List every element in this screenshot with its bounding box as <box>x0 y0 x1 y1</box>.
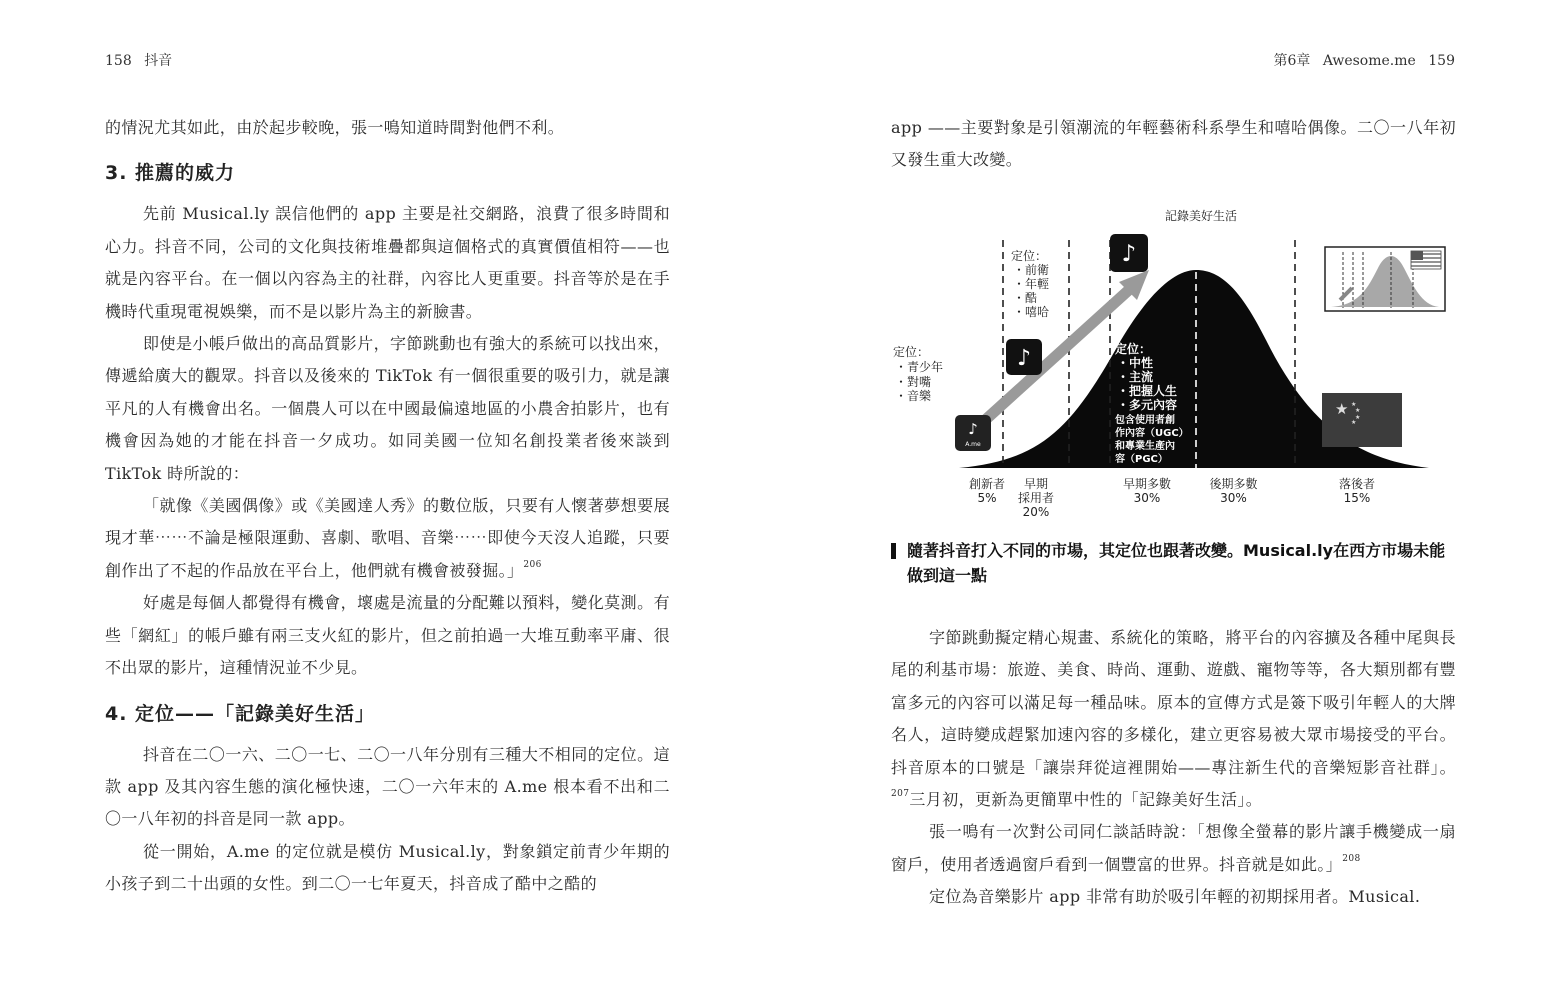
section-heading: 3. 推薦的威力 <box>105 162 236 185</box>
category-label: 早期 <box>1023 477 1049 491</box>
svg-text:★: ★ <box>1355 414 1361 421</box>
stage3-note: 作內容（UGC） <box>1115 428 1189 439</box>
category-value-label: 30% <box>1133 491 1161 505</box>
svg-text:♪: ♪ <box>1121 241 1137 267</box>
category-value-label: 30% <box>1220 491 1247 505</box>
adoption-curve-chart <box>891 200 1456 530</box>
stage3-item: ・主流 <box>1117 370 1154 384</box>
category-value-label: 5% <box>977 491 997 505</box>
paragraph <box>891 622 1456 816</box>
right-page <box>780 0 1560 1000</box>
stage3-title: 定位： <box>1115 342 1152 356</box>
stage1-title: 定位： <box>893 345 930 359</box>
stage1-label <box>893 345 943 403</box>
right-text-column-bottom <box>891 622 1456 914</box>
svg-text:♪: ♪ <box>968 420 978 438</box>
category-label: 落後者 <box>1338 477 1376 491</box>
footnote-ref: 208 <box>1342 853 1361 864</box>
figure-title: 記錄美好生活 <box>1164 209 1238 223</box>
paragraph: 好處是每個人都覺得有機會，壞處是流量的分配難以預料，變化莫測。有些「網紅」的帳戶雖有兩三支火紅的影片，但之前拍過一大堆互動率平庸、很不出眾的影片，這種情況並不少見。 <box>105 593 670 678</box>
figure-caption <box>891 538 1451 588</box>
page-number: 158 <box>105 53 132 69</box>
caption-marker <box>891 543 896 559</box>
svg-text:★: ★ <box>1355 407 1361 414</box>
svg-text:★: ★ <box>1351 401 1357 408</box>
stage1-item: ・音樂 <box>895 389 932 403</box>
section-heading: 4. 定位——「記錄美好生活」 <box>105 702 376 725</box>
paragraph: 先前 Musical.ly 誤信他們的 app 主要是社交網路，浪費了很多時間和心力。抖音不同，公司的文化與技術堆疊都與這個格式的真實價值相符——也就是內容平台。在一個以內容為主的社群，內容比人更重要。抖音等於是在手機時代重現電視娛樂，而不是以影片為主的新臉書。 <box>105 204 670 321</box>
caption-text: 隨著抖音打入不同的市場，其定位也跟著改變。Musical.ly在西方市場未能做到這一點 <box>907 541 1446 585</box>
us-flag-icon <box>1411 251 1441 269</box>
chapter-number: 第6章 <box>1273 53 1311 69</box>
paragraph-text: 字節跳動擬定精心規畫、系統化的策略，將平台的內容擴及各種中尾與長尾的利基市場：旅遊、美食、時尚、運動、遊戲、寵物等等，各大類別都有豐富多元的內容可以滿足每一種品味。原本的宣傳方式是簽下吸引年輕人的大牌名人，這時變成趕緊加速內容的多樣化，建立更容易被大眾市場接受的平台。抖音原本的口號是「讓崇拜從這裡開始——專注新生代的音樂短影音社群」。 <box>891 628 1456 777</box>
stage2-item: ・嘻哈 <box>1013 305 1050 319</box>
paragraph: app ——主要對象是引領潮流的年輕藝術科系學生和嘻哈偶像。二〇一八年初又發生重大改變。 <box>891 118 1456 170</box>
category-label: 創新者 <box>968 477 1006 491</box>
stage3-item: ・中性 <box>1117 356 1154 370</box>
paragraph: 即使是小帳戶做出的高品質影片，字節跳動也有強大的系統可以找出來，傳遞給廣大的觀眾。抖音以及後來的 TikTok 有一個很重要的吸引力，就是讓平凡的人有機會出名。一個農人可以在中國最偏遠地區的小農舍拍影片，也有機會因為她的才能在抖音一夕成功。如同美國一位知名創投業者後來談到 TikTok 時所說的： <box>105 334 670 483</box>
paragraph: 的情況尤其如此，由於起步較晚，張一鳴知道時間對他們不利。 <box>105 118 565 137</box>
adoption-curve-figure <box>891 200 1456 530</box>
category-label: 採用者 <box>1017 491 1055 505</box>
paragraph <box>891 816 1456 881</box>
paragraph-text: 張一鳴有一次對公司同仁談話時說：「想像全螢幕的影片讓手機變成一扇窗戶，使用者透過窗戶看到一個豐富的世界。抖音就是如此。」 <box>891 822 1456 874</box>
category-labels <box>969 476 1375 519</box>
stage1-item: ・青少年 <box>895 360 944 374</box>
quote-text: 「就像《美國偶像》或《美國達人秀》的數位版，只要有人懷著夢想要展現才華⋯⋯不論是極限運動、喜劇、歌唱、音樂⋯⋯即使今天沒人追蹤，只要創作出了不起的作品放在平台上，他們就有機會被發掘。」 <box>105 496 670 580</box>
stage3-note: 容（PGC） <box>1115 454 1168 465</box>
stage3-item: ・把握人生 <box>1117 384 1178 398</box>
category-value-label: 20% <box>1022 505 1050 519</box>
stage1-item: ・對嘴 <box>895 375 932 389</box>
china-flag-icon <box>1322 393 1402 447</box>
chapter-title: Awesome.me <box>1322 53 1416 69</box>
svg-text:★: ★ <box>1335 400 1349 418</box>
category-value-label: 15% <box>1343 491 1371 505</box>
svg-text:★: ★ <box>1351 419 1357 426</box>
footnote-ref: 206 <box>523 559 542 570</box>
stage2-item: ・年輕 <box>1013 277 1050 291</box>
left-page-header <box>105 50 180 70</box>
svg-text:♪: ♪ <box>1016 346 1032 371</box>
stage3-note: 和專業生產內 <box>1115 441 1175 452</box>
page-number: 159 <box>1428 53 1455 69</box>
paragraph: 抖音在二〇一六、二〇一七、二〇一八年分別有三種大不相同的定位。這款 app 及其內容生態的演化極快速，二〇一六年末的 A.me 根本看不出和二〇一八年初的抖音是同一款 app。 <box>105 744 670 829</box>
paragraph: 從一開始，A.me 的定位就是模仿 Musical.ly，對象鎖定前青少年期的小孩子到二十出頭的女性。到二〇一七年夏天，抖音成了酷中之酷的 <box>105 841 670 894</box>
footnote-ref: 207 <box>891 789 910 800</box>
stage2-label <box>1011 249 1049 319</box>
us-market-inset <box>1325 247 1445 311</box>
tiktok-logo-icon <box>1006 339 1042 375</box>
quote-paragraph <box>105 490 670 587</box>
right-text-column-top <box>891 112 1456 177</box>
tiktok-logo-icon <box>1110 234 1148 272</box>
ame-logo-text: A.me <box>965 441 981 448</box>
paragraph-text: 三月初，更新為更簡單中性的「記錄美好生活」。 <box>909 790 1263 810</box>
stage3-item: ・多元內容 <box>1117 398 1178 412</box>
category-label: 後期多數 <box>1209 477 1258 491</box>
category-label: 早期多數 <box>1122 477 1172 491</box>
stage2-title: 定位： <box>1011 249 1048 263</box>
stage3-note: 包含使用者創 <box>1115 415 1175 426</box>
stage2-item: ・前衛 <box>1013 263 1050 277</box>
ame-logo-icon <box>955 415 991 451</box>
left-text-column <box>105 112 670 901</box>
running-title: 抖音 <box>144 53 173 69</box>
right-page-header <box>1266 50 1456 70</box>
stage2-item: ・酷 <box>1013 291 1038 305</box>
paragraph: 定位為音樂影片 app 非常有助於吸引年輕的初期採用者。Musical. <box>929 887 1421 907</box>
